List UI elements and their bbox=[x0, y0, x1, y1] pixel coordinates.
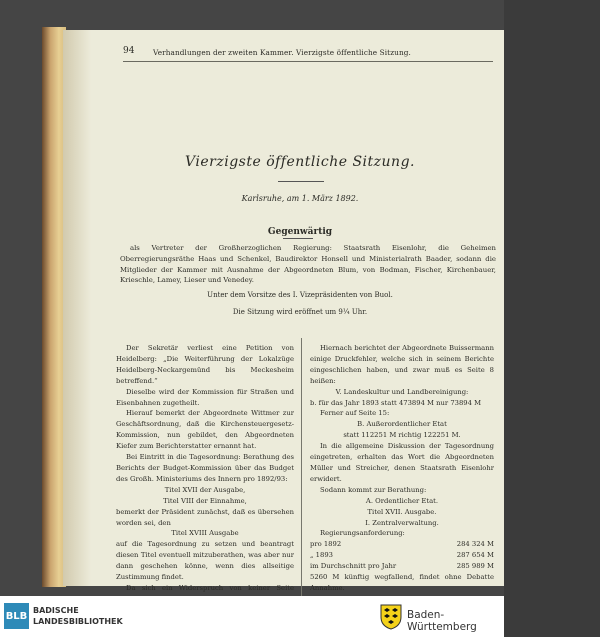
amount-row: „ 1893 287 654 M bbox=[310, 551, 494, 560]
next-line: Sodann kommt zur Berathung: bbox=[320, 485, 427, 494]
paragraph-wittmer: Hierauf bemerkt der Abgeordnete Wittmer zur Geschäftsordnung, daß die Kirchensteuergesetz-Kommission, nun gebildet, den Abgeordneten Kiefer zum Berichterstatter ernannt hat. bbox=[116, 409, 294, 451]
item-b: B. Außerordentlicher Etat bbox=[357, 420, 447, 429]
section-a: A. Ordentlicher Etat. bbox=[365, 496, 439, 505]
paragraph-discussion: In die allgemeine Diskussion der Tagesordnung eingetreten, erhalten das Wort die Abgeordneten Müller und Streicher, denen Staatsrath Eisenlohr erwidert. bbox=[310, 442, 494, 483]
left-column bbox=[116, 343, 294, 616]
paragraph-proposal: auf die Tagesordnung zu setzen und beantragt diesen Titel eventuell mitzuberathen, was aber nur dann geschehen könne, wenn dies allseitige Zustimmung findet. bbox=[116, 540, 294, 582]
library-name[interactable]: BADISCHE LANDESBIBLIOTHEK bbox=[33, 606, 123, 626]
correction-2: statt 112251 M richtig 122251 M. bbox=[343, 431, 461, 440]
state-emblem-icon[interactable] bbox=[379, 603, 403, 630]
scanned-page bbox=[63, 30, 504, 592]
header-rule bbox=[123, 61, 493, 62]
right-column bbox=[310, 343, 494, 594]
ferner-line: Ferner auf Seite 15: bbox=[320, 409, 390, 418]
amount-row: im Durchschnitt pro Jahr 285 989 M bbox=[310, 562, 494, 571]
amount-row: pro 1892 284 324 M bbox=[310, 540, 494, 549]
blb-logo[interactable]: BLB bbox=[4, 603, 29, 629]
attendance-text: als Vertreter der Großherzoglichen Regierung: Staatsrath Eisenlohr, die Geheimen Oberregierungsräthe Haas und Schenkel, Baudirektor Honsell und Ministerialrath Baader, sodann die Mitglieder der Kammer mit Ausnahme der Abgeordneten Blum, von Bodman, Fischer, Kirchenbauer, Krieschle, Lamey, Lieser und Venedey. bbox=[120, 244, 496, 285]
attendance-heading: Gegenwärtig bbox=[267, 227, 333, 237]
demand-label: Regierungsanforderung: bbox=[320, 529, 405, 538]
opening-line: Die Sitzung wird eröffnet um 9¼ Uhr. bbox=[232, 308, 368, 316]
paragraph-president: bemerkt der Präsident zunächst, daß es übersehen worden sei, den bbox=[116, 507, 294, 527]
title-rule bbox=[278, 181, 324, 182]
paragraph-petition: Der Sekretär verliest eine Petition von Heidelberg: „Die Weiterführung der Lokalzüge Heidelberg-Neckargemünd bis Meckesheim betreffend.“ bbox=[116, 344, 294, 385]
chair-line: Unter dem Vorsitze des I. Vizepräsidenten von Buol. bbox=[207, 291, 393, 299]
footer-bar bbox=[0, 596, 504, 637]
correction-1: b. für das Jahr 1893 statt 473894 M nur 73894 M bbox=[310, 398, 482, 407]
state-name[interactable]: Baden-Württemberg bbox=[407, 609, 477, 633]
closing-line: 5260 M künftig wegfallend, findet ohne Debatte Annahme. bbox=[310, 573, 494, 592]
paragraph-assignment: Dieselbe wird der Kommission für Straßen und Eisenbahnen zugetheilt. bbox=[116, 387, 294, 407]
title-xviii-line: Titel XVIII Ausgabe bbox=[171, 529, 239, 538]
title-xvii-line: Titel XVII der Ausgabe, bbox=[164, 485, 246, 494]
paragraph-inclusion: Da sich ein Widerspruch von keiner Seite bbox=[126, 583, 294, 592]
column-divider bbox=[301, 338, 302, 608]
paragraph-agenda: Bei Eintritt in die Tagesordnung: Berathung des Berichts der Budget-Kommission über das Budget des Großh. Ministeriums des Innern pro 1892/93: bbox=[116, 453, 294, 483]
title-viii-line: Titel VIII der Einnahme, bbox=[163, 496, 247, 505]
item-v: V. Landeskultur und Landbereinigung: bbox=[335, 387, 469, 396]
running-head: Verhandlungen der zweiten Kammer. Vierzigste öffentliche Sitzung. bbox=[153, 48, 411, 57]
paragraph-misprints: Hiernach berichtet der Abgeordnete Buissermann einige Druckfehler, welche sich in seinem Berichte eingeschlichen haben, und zwar muß es Seite 8 heißen: bbox=[310, 344, 494, 385]
title-xvii-heading: Titel XVII. Ausgabe. bbox=[367, 507, 437, 516]
date-line: Karlsruhe, am 1. März 1892. bbox=[241, 194, 359, 203]
page-number: 94 bbox=[123, 46, 135, 56]
central-heading: I. Zentralverwaltung. bbox=[365, 518, 439, 527]
attendance-rule bbox=[283, 238, 313, 239]
page-title: Vierzigste öffentliche Sitzung. bbox=[185, 154, 415, 170]
